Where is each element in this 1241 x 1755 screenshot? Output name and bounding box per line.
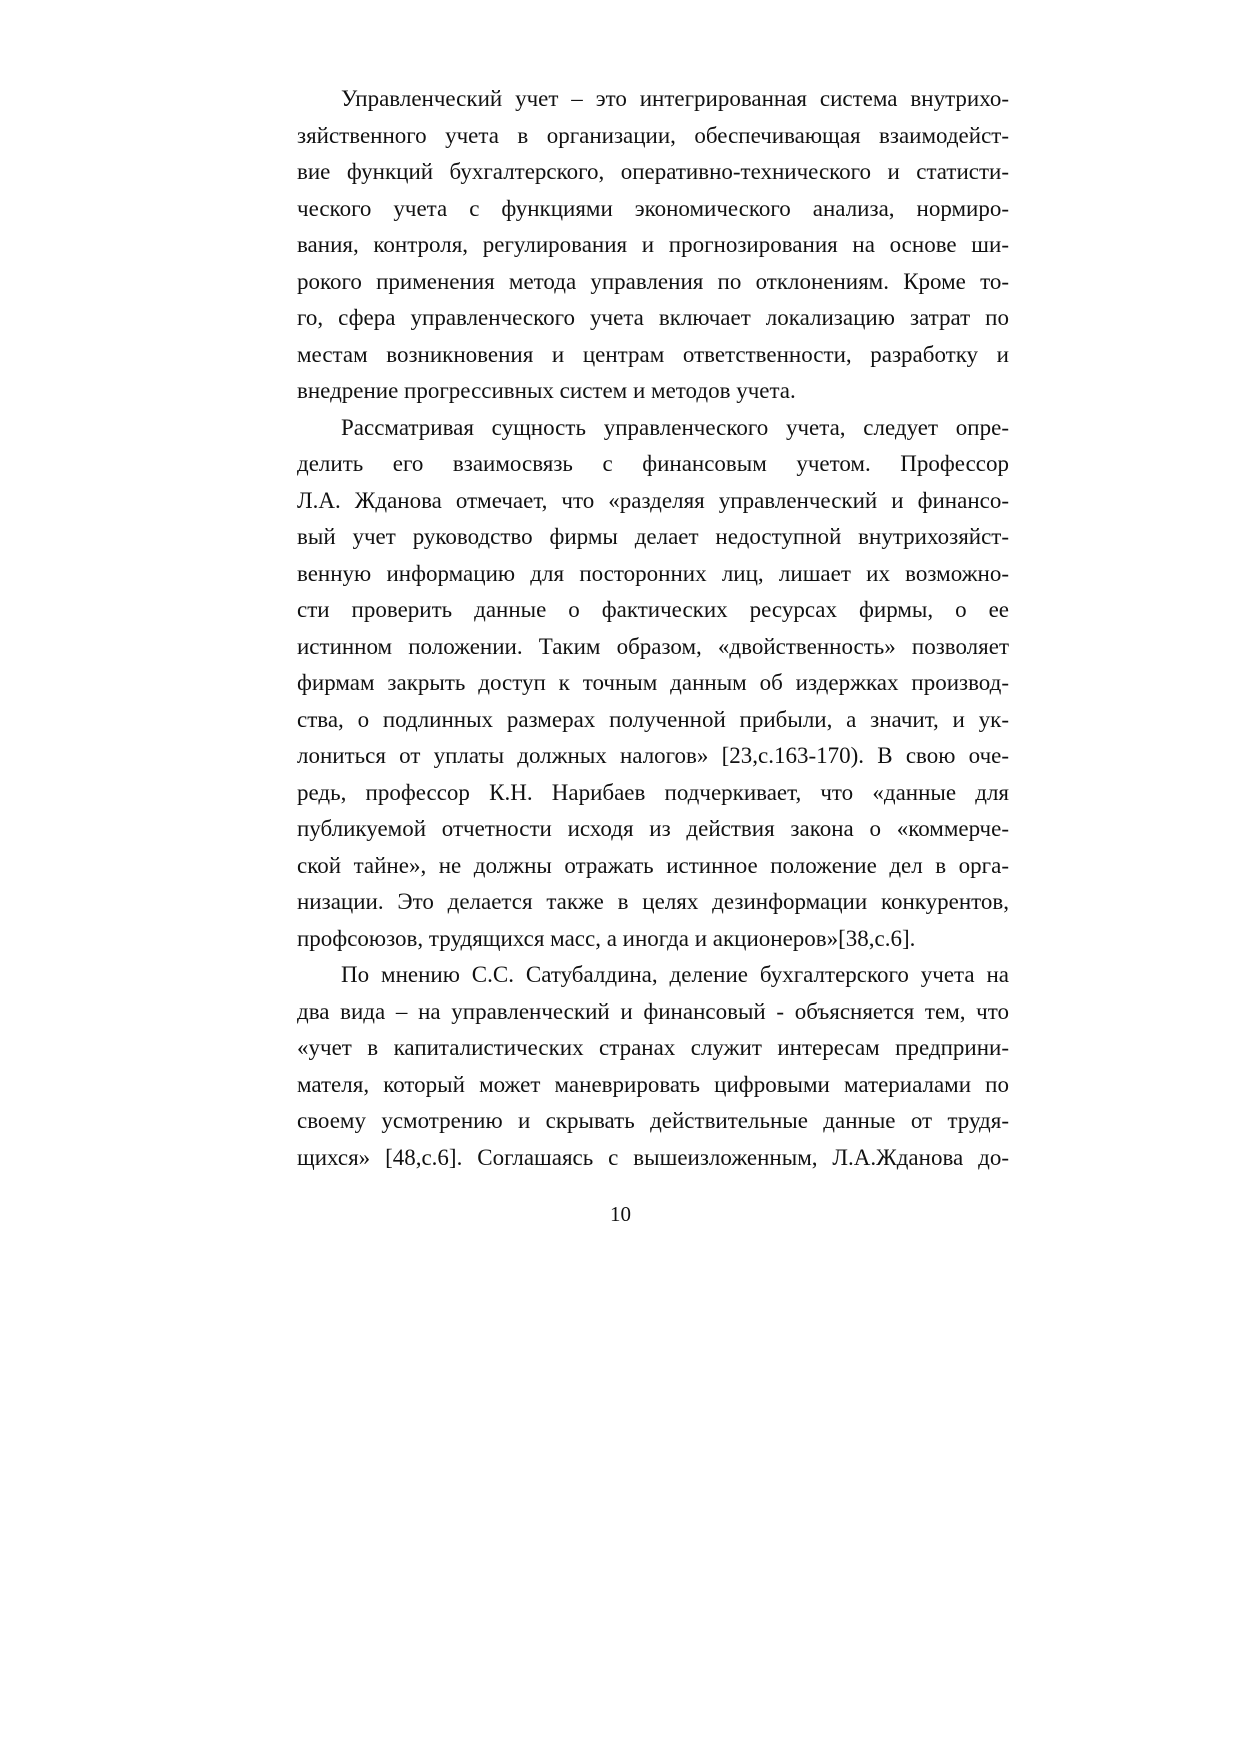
page-number: 10 — [610, 1202, 631, 1226]
text-line: местам возникновения и центрам ответственности, разработку и — [297, 341, 1009, 367]
text-line: вие функций бухгалтерского, оперативно-технического и статисти- — [297, 159, 1009, 184]
text-line: Л.А. Жданова отмечает, что «разделяя управленческий и финансо- — [297, 487, 1009, 513]
text-line: венную информацию для посторонних лиц, лишает их возможно- — [297, 560, 1009, 586]
text-line: вый учет руководство фирмы делает недоступной внутрихозяйст- — [297, 524, 1009, 549]
text-line: ческого учета с функциями экономического анализа, нормиро- — [297, 195, 1009, 221]
paragraph-3 — [297, 957, 1009, 1176]
text-line: фирмам закрыть доступ к точным данным об издержках производ- — [297, 670, 1009, 695]
text-line: низации. Это делается также в целях дезинформации конкурентов, — [297, 889, 1009, 914]
text-line: рокого применения метода управления по отклонениям. Кроме то- — [297, 268, 1009, 294]
paragraph-2 — [297, 410, 1009, 958]
text-line: делить его взаимосвязь с финансовым учетом. Профессор — [297, 451, 1009, 476]
text-line: Рассматривая сущность управленческого учета, следует опре- — [341, 414, 1009, 440]
text-line: истинном положении. Таким образом, «двойственность» позволяет — [297, 633, 1009, 659]
text-line: вания, контроля, регулирования и прогнозирования на основе ши- — [297, 232, 1009, 257]
text-line: внедрение прогрессивных систем и методов учета. — [297, 378, 796, 403]
text-line: По мнению С.С. Сатубалдина, деление бухгалтерского учета на — [341, 962, 1009, 987]
text-line: мателя, который может маневрировать цифровыми материалами по — [297, 1071, 1009, 1097]
text-line: Управленческий учет – это интегрированная система внутрихо- — [341, 86, 1009, 111]
text-line: публикуемой отчетности исходя из действия закона о «коммерче- — [297, 816, 1009, 841]
text-line: сти проверить данные о фактических ресурсах фирмы, о ее — [297, 597, 1009, 622]
text-line: своему усмотрению и скрывать действительные данные от трудя- — [297, 1108, 1009, 1133]
text-line: щихся» [48,с.6]. Соглашаясь с вышеизложенным, Л.А.Жданова до- — [297, 1144, 1009, 1170]
body-text — [297, 81, 1009, 1176]
text-line: ской тайне», не должны отражать истинное положение дел в орга- — [297, 852, 1009, 878]
paragraph-1 — [297, 81, 1009, 410]
text-line: го, сфера управленческого учета включает локализацию затрат по — [297, 305, 1009, 330]
text-line: два вида – на управленческий и финансовый - объясняется тем, что — [297, 998, 1009, 1024]
text-line: зяйственного учета в организации, обеспечивающая взаимодейст- — [297, 122, 1009, 148]
text-line: ства, о подлинных размерах полученной прибыли, а значит, и ук- — [297, 706, 1009, 732]
text-line: «учет в капиталистических странах служит интересам предприни- — [297, 1035, 1009, 1060]
text-line: лониться от уплаты должных налогов» [23,с.163-170). В свою оче- — [297, 743, 1009, 768]
text-line: редь, профессор К.Н. Нарибаев подчеркивает, что «данные для — [297, 779, 1009, 805]
text-line: профсоюзов, трудящихся масс, а иногда и акционеров»[38,с.6]. — [297, 925, 916, 951]
